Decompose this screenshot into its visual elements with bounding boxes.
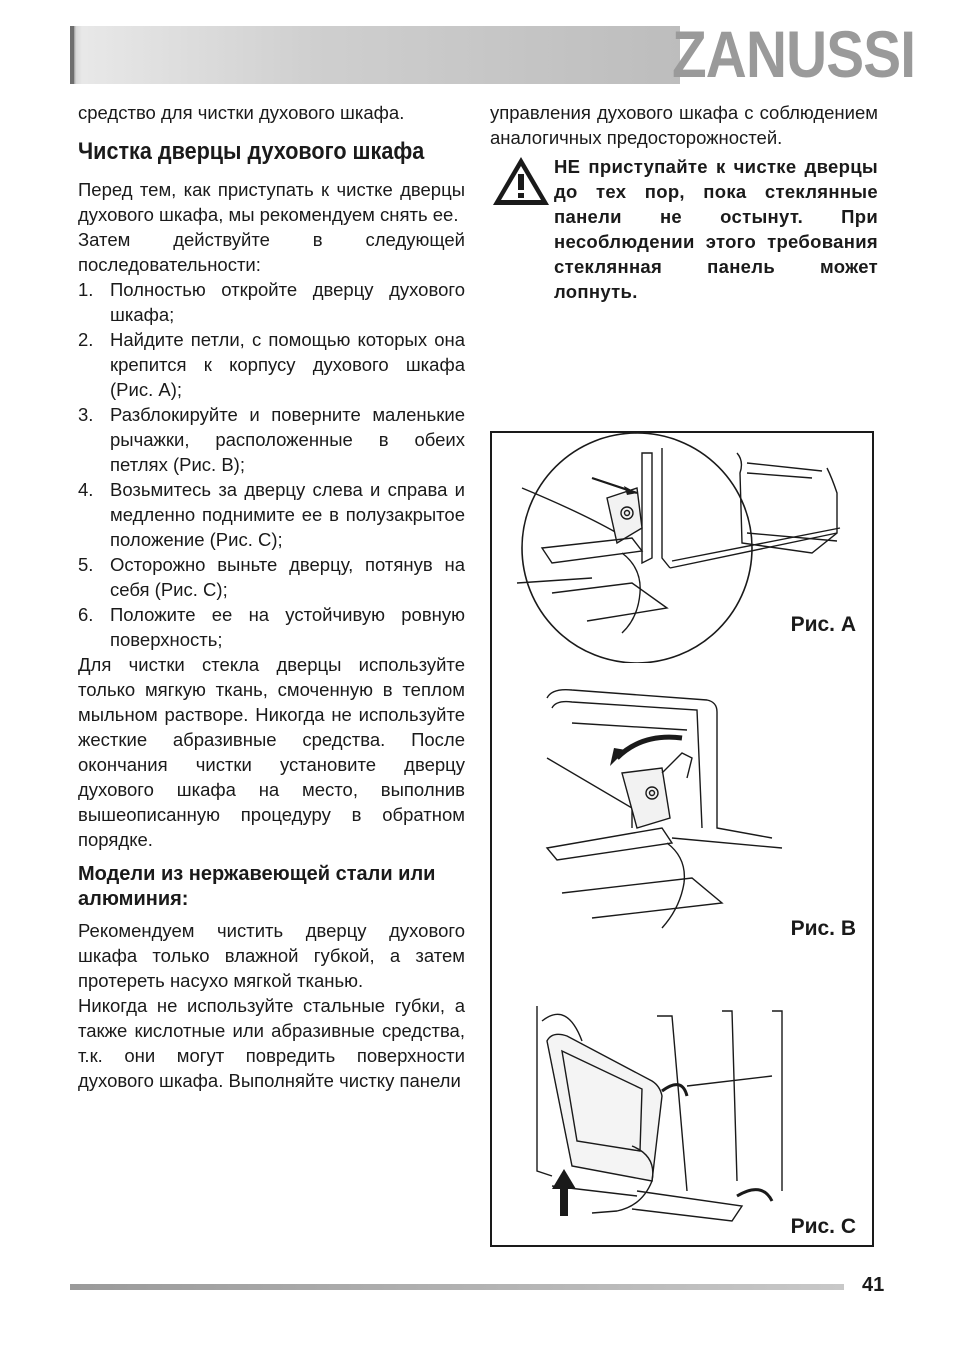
- brand-logo: ZANUSSI: [672, 17, 916, 91]
- stainless-paragraph: Рекомендуем чистить дверцу духового шкафа только влажной губкой, а затем протереть насухо мягкой тканью.: [78, 920, 465, 991]
- figure-a-caption: Рис. A: [790, 613, 856, 636]
- warning-triangle-icon: [490, 154, 552, 208]
- step-number: 2.: [78, 329, 94, 350]
- step-number: 4.: [78, 479, 94, 500]
- right-column: [490, 100, 878, 304]
- glass-cleaning-paragraph: Для чистки стекла дверцы используйте только мягкую ткань, смоченную в теплом мыльном растворе. Никогда не используйте жесткие абразивные средства. После окончания чистки установите дверцу духового шкафа на место, выполнив вышеописанную процедуру в обратном порядке.: [78, 654, 465, 850]
- figure-b-illustration: [492, 678, 872, 948]
- figure-c-illustration: [492, 981, 872, 1247]
- figure-box: [490, 431, 874, 1247]
- figure-c-caption: Рис. C: [790, 1215, 856, 1238]
- subheading: Модели из нержавеющей стали или алюминия:: [78, 863, 436, 910]
- header-bar: [70, 26, 680, 84]
- step-text: Возьмитесь за дверцу слева и справа и медленно поднимите ее в полузакрытое положение (Рис. C);: [110, 479, 465, 550]
- step-text: Осторожно выньте дверцу, потянув на себя (Рис. C);: [110, 554, 465, 600]
- section-heading: Чистка дверцы духового шкафа: [78, 138, 425, 165]
- list-item: [78, 602, 465, 652]
- footer-rule: [70, 1284, 844, 1290]
- warning-block: [490, 154, 878, 304]
- step-text: Полностью откройте дверцу духового шкафа;: [110, 279, 465, 325]
- list-item: [78, 402, 465, 477]
- intro-tail: средство для чистки духового шкафа.: [78, 102, 405, 123]
- warning-paragraph: Никогда не используйте стальные губки, а также кислотные или абразивные средства, т.к. они могут повредить поверхности духового шкафа. Выполняйте чистку панели: [78, 995, 465, 1091]
- step-text: Разблокируйте и поверните маленькие рычажки, расположенные в обеих петлях (Рис. B);: [110, 404, 465, 475]
- step-text: Найдите петли, с помощью которых она крепится к корпусу духового шкафа (Рис. A);: [110, 329, 465, 400]
- sequence-paragraph: Затем действуйте в следующей последовательности:: [78, 229, 465, 275]
- figure-b-caption: Рис. B: [790, 917, 856, 940]
- step-number: 5.: [78, 554, 94, 575]
- step-number: 1.: [78, 279, 94, 300]
- step-number: 6.: [78, 604, 94, 625]
- list-item: [78, 277, 465, 327]
- list-item: [78, 552, 465, 602]
- page-number: 41: [862, 1274, 885, 1296]
- intro-paragraph: Перед тем, как приступать к чистке дверцы духового шкафа, мы рекомендуем снять ее.: [78, 179, 465, 225]
- step-number: 3.: [78, 404, 94, 425]
- list-item: [78, 327, 465, 402]
- list-item: [78, 477, 465, 552]
- step-text: Положите ее на устойчивую ровную поверхность;: [110, 604, 465, 650]
- steps-list: [78, 277, 465, 652]
- warning-text: НЕ приступайте к чистке дверцы до тех пор, пока стеклянные панели не остынут. При несоблюдении этого требования стеклянная панель может лопнуть.: [554, 156, 878, 302]
- continuation-paragraph: управления духового шкафа с соблюдением аналогичных предосторожностей.: [490, 102, 878, 148]
- left-column: [78, 100, 465, 1093]
